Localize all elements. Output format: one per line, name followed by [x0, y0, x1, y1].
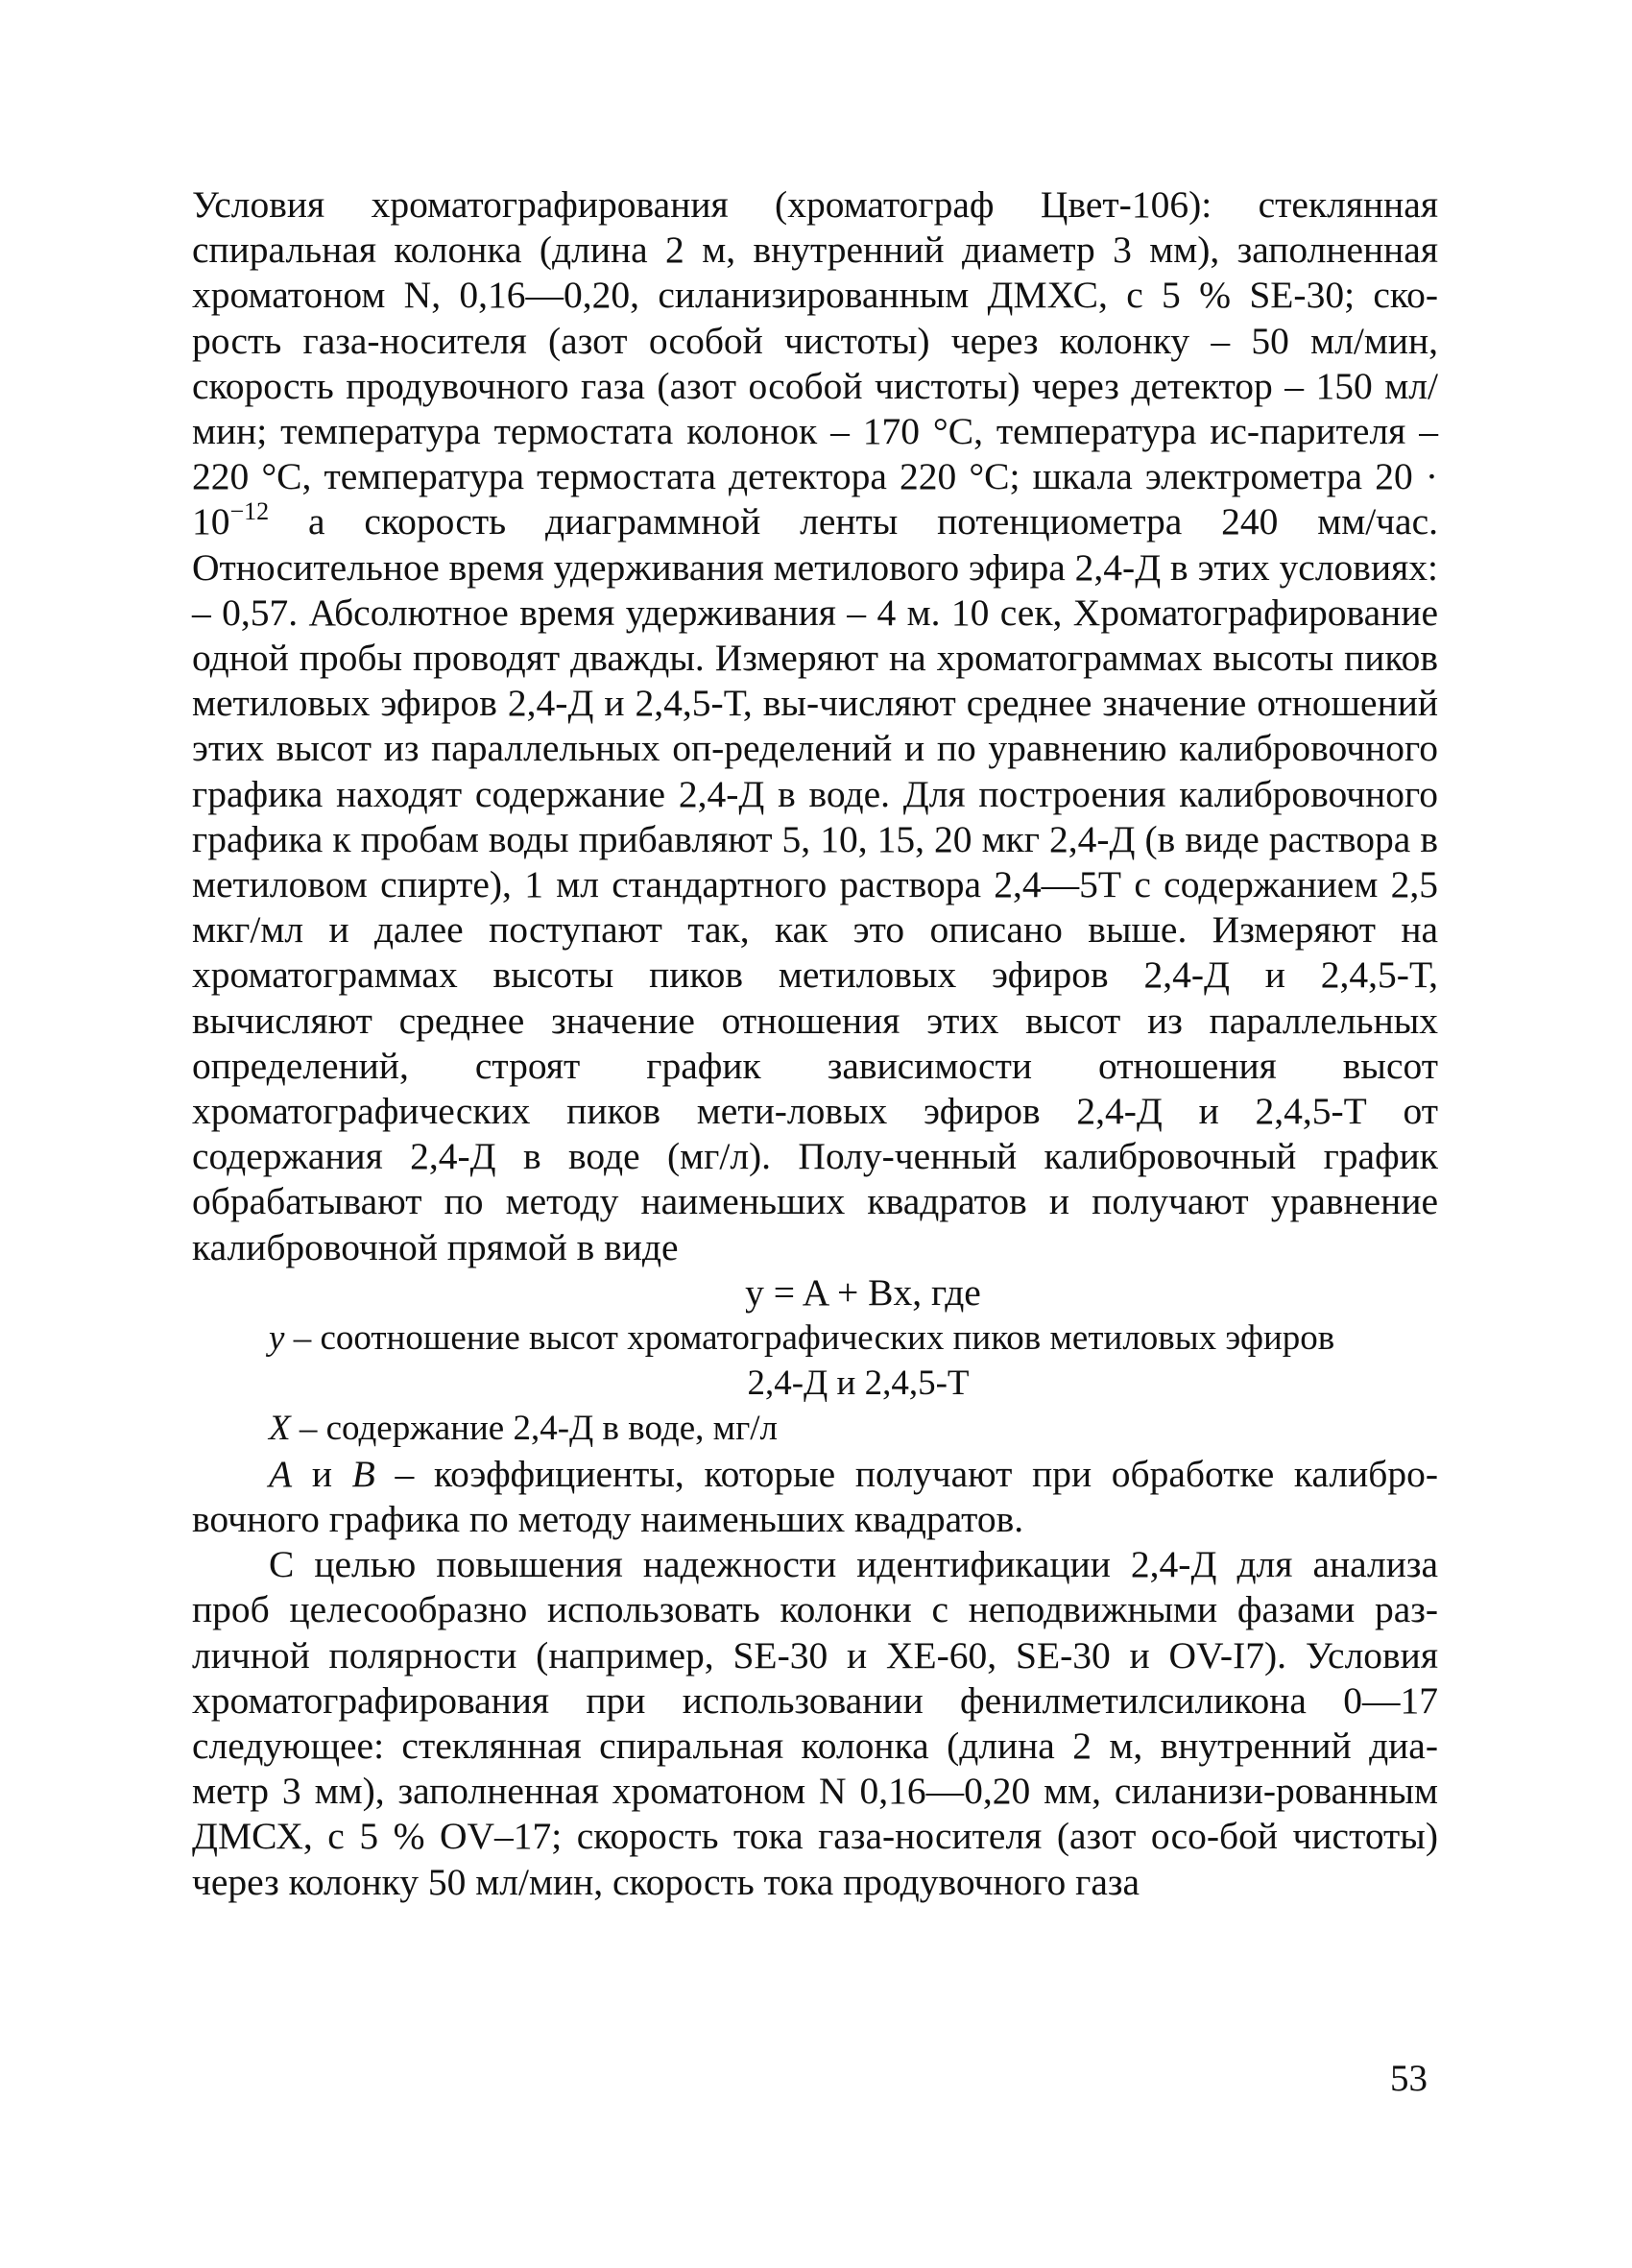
definition-ab-and: и	[292, 1452, 352, 1495]
definition-ab-text: – коэффициенты, которые получают при обработке калибро-вочного графика по методу наименьших квадратов.	[192, 1452, 1439, 1540]
page-number: 53	[1390, 2058, 1428, 2099]
definition-y-text: – соотношение высот хроматографических пиков метиловых эфиров	[284, 1318, 1335, 1359]
exponent: −12	[229, 497, 270, 526]
symbol-x: X	[269, 1409, 291, 1449]
formula-line: y = A + Bx, где	[745, 1270, 981, 1314]
definition-y	[192, 1315, 1438, 1361]
paragraph-conditions-part1: Условия хроматографирования (хроматограф Цвет-106): стеклянная спиральная колонка (длина 2 м, внутренний диаметр 3 мм), заполненная хроматоном N, 0,16—0,20, силанизированным ДМХС, с 5 % SE-30; ско-рость газа-носителя (азот особой чистоты) через колонку – 50 мл/мин, скорость продувочного газа (азот особой чистоты) через детектор – 150 мл/мин; температура термостата колонок – 170 °С, температура ис-парителя – 220 °С, температура термостата детектора 220 °С; шкала электрометра 20 · 10	[192, 183, 1438, 543]
definition-ab	[192, 1452, 1438, 1542]
symbol-y: y	[269, 1318, 285, 1359]
paragraph-conditions	[192, 182, 1438, 1270]
definition-y-continuation: 2,4-Д и 2,4,5-Т	[747, 1363, 970, 1404]
paragraph-conditions-part2: а скорость диаграммной ленты потенциометра 240 мм/час. Относительное время удерживания метилового эфира 2,4-Д в этих условиях: – 0,57. Абсолютное время удерживания – 4 м. 10 сек, Хроматографирование одной пробы проводят дважды. Измеряют на хроматограммах высоты пиков метиловых эфиров 2,4-Д и 2,4,5-Т, вы-числяют среднее значение отношений этих высот из параллельных оп-ределений и по уравнению калибровочного графика находят содержание 2,4-Д в воде. Для построения калибровочного графика к пробам воды прибавляют 5, 10, 15, 20 мкг 2,4-Д (в виде раствора в метиловом спирте), 1 мл стандартного раствора 2,4—5Т с содержанием 2,5 мкг/мл и далее поступают так, как это описано выше. Измеряют на хроматограммах высоты пиков метиловых эфиров 2,4-Д и 2,4,5-Т, вычисляют среднее значение отношения этих высот из параллельных определений, строят график зависимости отношения высот хроматографических пиков мети-ловых эфиров 2,4-Д и 2,4,5-Т от содержания 2,4-Д в воде (мг/л). Полу-ченный калибровочный график обрабатывают по методу наименьших квадратов и получают уравнение калибровочной прямой в виде	[192, 500, 1438, 1268]
page-body	[192, 182, 1438, 1905]
symbol-a: A	[269, 1452, 293, 1495]
paragraph-identification: С целью повышения надежности идентификации 2,4-Д для анализа проб целесообразно использовать колонки с неподвижными фазами раз-личной полярности (например, SE-30 и XE-60, SE-30 и OV-I7). Условия хроматографирования при использовании фенилметилсиликона 0—17 следующее: стеклянная спиральная колонка (длина 2 м, внутренний диа-метр 3 мм), заполненная хроматоном N 0,16—0,20 мм, силанизи-рованным ДМСХ, с 5 % OV–17; скорость тока газа-носителя (азот осо-бой чистоты) через колонку 50 мл/мин, скорость тока продувочного газа	[192, 1543, 1438, 1903]
symbol-b: B	[351, 1452, 375, 1495]
definition-x	[192, 1406, 1438, 1451]
definition-x-text: – содержание 2,4-Д в воде, мг/л	[290, 1409, 778, 1449]
